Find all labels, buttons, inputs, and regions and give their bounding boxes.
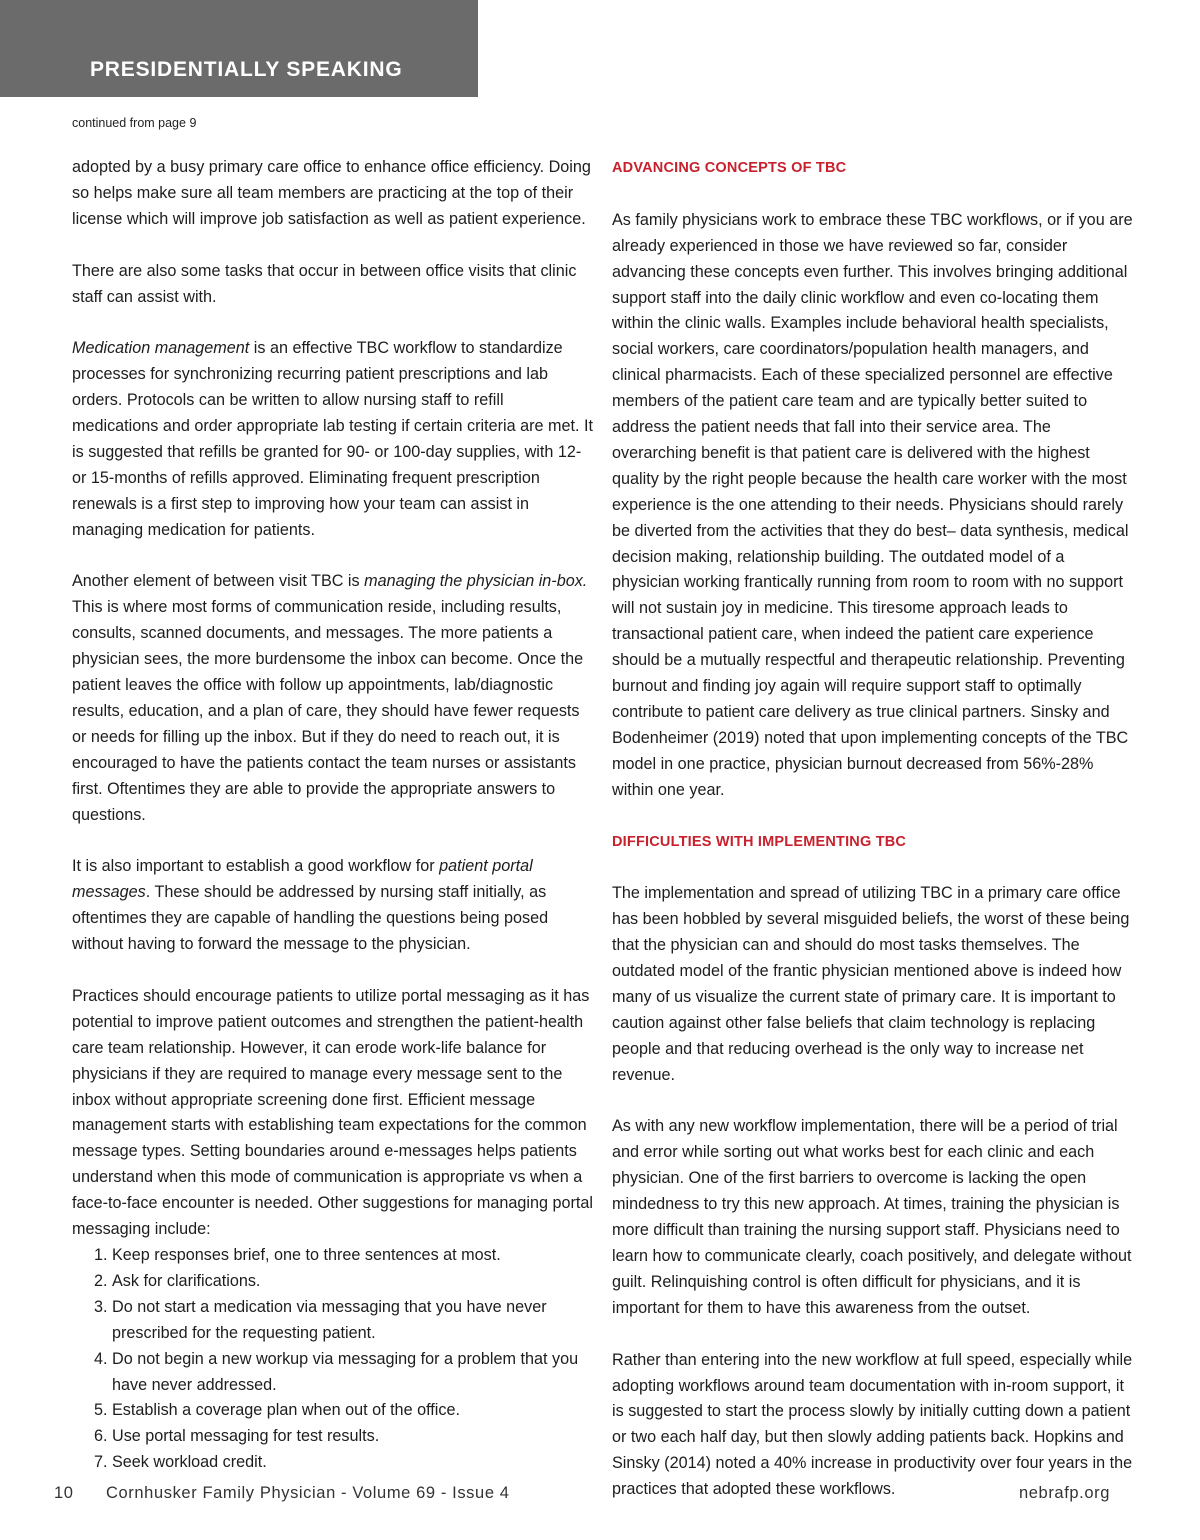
paragraph: [72, 569, 594, 828]
list-number: 1.: [94, 1245, 108, 1264]
list-item: [72, 1398, 594, 1424]
section-heading-advancing: ADVANCING CONCEPTS OF TBC: [612, 160, 847, 176]
emphasis-term: managing the physician in-box.: [364, 572, 588, 591]
page-number: 10: [54, 1484, 74, 1502]
list-number: 4.: [94, 1349, 108, 1368]
list-item: [72, 1450, 594, 1476]
list-text: Do not start a medication via messaging that you have never prescribed for the requesting patient.: [112, 1297, 547, 1342]
list-item: [72, 1269, 594, 1295]
list-text: Ask for clarifications.: [112, 1271, 261, 1290]
paragraph-text: It is also important to establish a good workflow for: [72, 857, 440, 876]
list-text: Keep responses brief, one to three sentences at most.: [112, 1245, 501, 1264]
paragraph: There are also some tasks that occur in between office visits that clinic staff can assist with.: [72, 261, 577, 306]
emphasis-term: Medication management: [72, 339, 250, 358]
list-number: 6.: [94, 1427, 108, 1446]
paragraph: [72, 336, 594, 543]
list-text: Seek workload credit.: [112, 1453, 267, 1472]
list-text: Do not begin a new workup via messaging for a problem that you have never addressed.: [112, 1349, 579, 1394]
left-column: [72, 155, 594, 1476]
right-column: [612, 156, 1134, 1503]
list-number: 3.: [94, 1297, 108, 1316]
paragraph: Practices should encourage patients to utilize portal messaging as it has potential to improve patient outcomes and strengthen the patient-health care team relationship. However, it can erode work-life balance for physicians if they are required to manage every message sent to the inbox without appropriate screening done first. Efficient message management starts with establishing team expectations for the common message types. Setting boundaries around e-messages helps patients understand when this mode of communication is appropriate vs when a face-to-face encounter is needed. Other suggestions for managing portal messaging include:: [72, 986, 594, 1239]
paragraph: adopted by a busy primary care office to enhance office efficiency. Doing so helps make sure all team members are practicing at the top of their license which will improve job satisfaction as well as patient experience.: [72, 158, 591, 228]
portal-messaging-list: [72, 1243, 594, 1476]
paragraph-text: is an effective TBC workflow to standardize processes for synchronizing recurring patient prescriptions and lab orders. Protocols can be written to allow nursing staff to refill medications and order appropriate lab testing if certain criteria are met. It is suggested that refills be granted for 90- or 100-day supplies, with 12- or 15-months of refills approved. Eliminating frequent prescription renewals is a first step to improving how your team can assist in managing medication for patients.: [72, 339, 593, 539]
continued-note: continued from page 9: [72, 116, 197, 130]
paragraph-text: . These should be addressed by nursing staff initially, as oftentimes they are capable of handling the questions being posed without having to forward the message to the physician.: [72, 883, 549, 954]
list-text: Use portal messaging for test results.: [112, 1427, 380, 1446]
section-banner: [0, 0, 478, 97]
section-heading-difficulties: DIFFICULTIES WITH IMPLEMENTING TBC: [612, 833, 907, 850]
paragraph: As with any new workflow implementation, there will be a period of trial and error while sorting out what works best for each clinic and each physician. One of the first barriers to overcome is lacking the open mindedness to try this new approach. At times, training the physician is more difficult than training the nursing support staff. Physicians need to learn how to communicate clearly, coach positively, and delegate without guilt. Relinquishing control is often difficult for physicians, and it is important for them to have this awareness from the outset.: [612, 1117, 1132, 1317]
emphasis-term: patient portal messages: [72, 857, 533, 902]
paragraph: [72, 854, 594, 958]
website-url: nebrafp.org: [1019, 1484, 1110, 1502]
list-item: [72, 1424, 594, 1450]
paragraph-text: Another element of between visit TBC is: [72, 572, 365, 591]
list-item: [72, 1243, 594, 1269]
section-title: PRESIDENTIALLY SPEAKING: [90, 58, 403, 81]
paragraph: The implementation and spread of utilizing TBC in a primary care office has been hobbled by several misguided beliefs, the worst of these being that the physician can and should do most tasks themselves. The outdated model of the frantic physician mentioned above is indeed how many of us visualize the current state of primary care. It is important to caution against other false beliefs that claim technology is replacing people and that reducing overhead is the only way to increase net revenue.: [612, 884, 1130, 1084]
list-number: 5.: [94, 1401, 108, 1420]
paragraph: As family physicians work to embrace these TBC workflows, or if you are already experienced in those we have reviewed so far, consider advancing these concepts even further. This involves bringing additional support staff into the daily clinic workflow and even co-locating them within the clinic walls. Examples include behavioral health specialists, social workers, care coordinators/population health managers, and clinical pharmacists. Each of these specialized personnel are effective members of the patient care team and are typically better suited to address the patient needs that fall into their service area. The overarching benefit is that patient care is delivered with the highest quality by the right people because the health care worker with the most experience is the one attending to their needs. Physicians should rarely be diverted from the activities that they do best– data synthesis, medical decision making, relationship building. The outdated model of a physician working frantically running from room to room with no support will not sustain joy in medicine. This tiresome approach leads to transactional patient care, when indeed the patient care experience should be a mutually respectful and therapeutic relationship. Preventing burnout and finding joy again will require support staff to optimally contribute to patient care delivery as true clinical partners. Sinsky and Bodenheimer (2019) noted that upon implementing concepts of the TBC model in one practice, physician burnout decreased from 56%-28% within one year.: [612, 210, 1133, 799]
list-item: [72, 1347, 594, 1399]
publication-info: Cornhusker Family Physician - Volume 69 - Issue 4: [106, 1484, 510, 1502]
list-number: 2.: [94, 1271, 108, 1290]
paragraph-text: This is where most forms of communication reside, including results, consults, scanned documents, and messages. The more patients a physician sees, the more burdensome the inbox can become. Once the patient leaves the office with follow up appointments, lab/diagnostic results, education, and a plan of care, they should have fewer requests or needs for filling up the inbox. But if they do need to reach out, it is encouraged to have the patients contact the team nurses or assistants first. Oftentimes they are able to provide the appropriate answers to questions.: [72, 598, 584, 824]
paragraph: Rather than entering into the new workflow at full speed, especially while adopting workflows around team documentation with in-room support, it is suggested to start the process slowly by initially cutting down a patient or two each half day, but then slowly adding patients back. Hopkins and Sinsky (2014) noted a 40% increase in productivity over four years in the practices that adopted these workflows.: [612, 1350, 1133, 1499]
list-number: 7.: [94, 1453, 108, 1472]
list-text: Establish a coverage plan when out of the office.: [112, 1401, 460, 1420]
list-item: [72, 1295, 594, 1347]
